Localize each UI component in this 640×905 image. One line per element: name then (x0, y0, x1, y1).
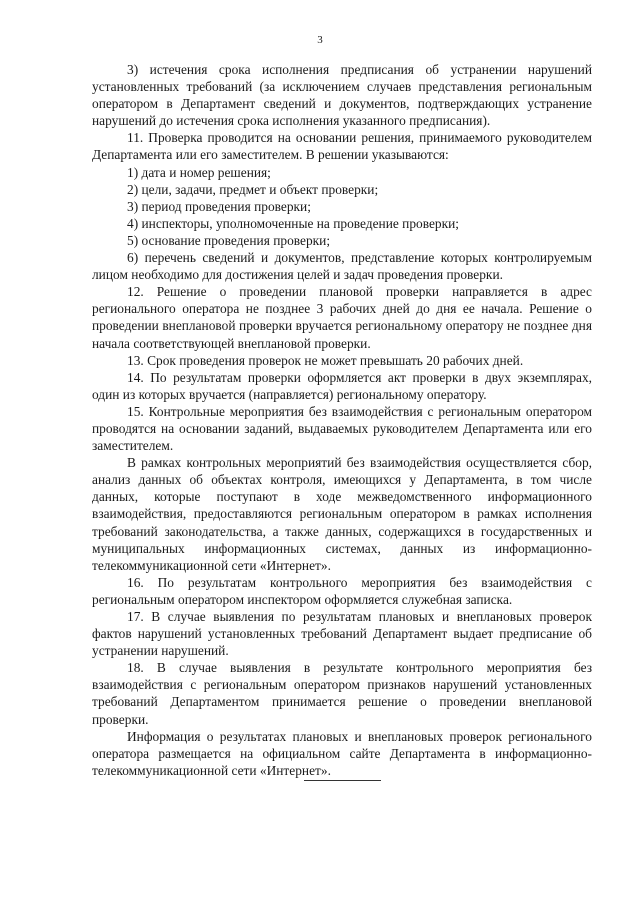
closing-divider (304, 780, 381, 781)
paragraph-publication: Информация о результатах плановых и внеплановых проверок регионального оператора размещается на официальном сайте Департамента в информационно-телекоммуникационной сети «Интернет». (92, 728, 592, 778)
list-item-inspectors: 4) инспекторы, уполномоченные на проведение проверки; (127, 215, 459, 231)
document-body (92, 61, 592, 779)
paragraph-data-collection: В рамках контрольных мероприятий без взаимодействия осуществляется сбор, анализ данных об объектах контроля, имеющихся у Департамента, в том числе данных, которые поступают в ходе межведомственного информационного взаимодействия, предоставляются региональным оператором в рамках исполнения требований законодательства, а также данных, содержащихся в государственных и муниципальных информационных системах, данных из информационно-телекоммуникационной сети «Интернет». (92, 455, 592, 573)
list-item-decision-date: 1) дата и номер решения; (127, 164, 271, 180)
list-item-grounds: 5) основание проведения проверки; (127, 232, 331, 248)
list-item-goals: 2) цели, задачи, предмет и объект проверки; (127, 181, 379, 197)
paragraph-11-inspection-basis: 11. Проверка проводится на основании решения, принимаемого руководителем Департамента или его заместителем. В решении указываются: (92, 130, 592, 163)
page-number: 3 (317, 34, 323, 46)
paragraph-13-duration: 13. Срок проведения проверок не может превышать 20 рабочих дней. (127, 352, 524, 368)
paragraph-item-3-deadline-expiry: 3) истечения срока исполнения предписания об устранении нарушений установленных требований (за исключением случаев представления региональным оператором в Департамент сведений и документов, подтверждающих устранение нарушений до истечения срока исполнения указанного предписания). (92, 62, 592, 129)
paragraph-14-inspection-act: 14. По результатам проверки оформляется акт проверки в двух экземплярах, один из которых вручается (направляется) региональному оператору. (92, 369, 592, 402)
paragraph-15-non-interaction-measures: 15. Контрольные мероприятия без взаимодействия с региональным оператором проводятся на основании заданий, выдаваемых руководителем Департамента или его заместителем. (92, 403, 592, 454)
paragraph-18-unscheduled: 18. В случае выявления в результате контрольного мероприятия без взаимодействия с региональным оператором признаков нарушений установленных требований Департаментом принимается решение о проведении внеплановой проверки. (92, 660, 592, 727)
list-item-period: 3) период проведения проверки; (127, 198, 311, 214)
paragraph-12-decision-delivery: 12. Решение о проведении плановой проверки направляется в адрес регионального оператора не позднее 3 рабочих дней до дня ее начала. Решение о проведении внеплановой проверки вручается региональному оператору не позднее дня начала соответствующей внеплановой проверки. (92, 284, 592, 351)
list-item-documents: 6) перечень сведений и документов, представление которых контролируемым лицом необходимо для достижения целей и задач проведения проверки. (92, 250, 592, 283)
paragraph-17-order: 17. В случае выявления по результатам плановых и внеплановых проверок фактов нарушений установленных требований Департамент выдает предписание об устранении нарушений. (92, 609, 592, 659)
paragraph-16-memo: 16. По результатам контрольного мероприятия без взаимодействия с региональным оператором инспектором оформляется служебная записка. (92, 574, 592, 607)
